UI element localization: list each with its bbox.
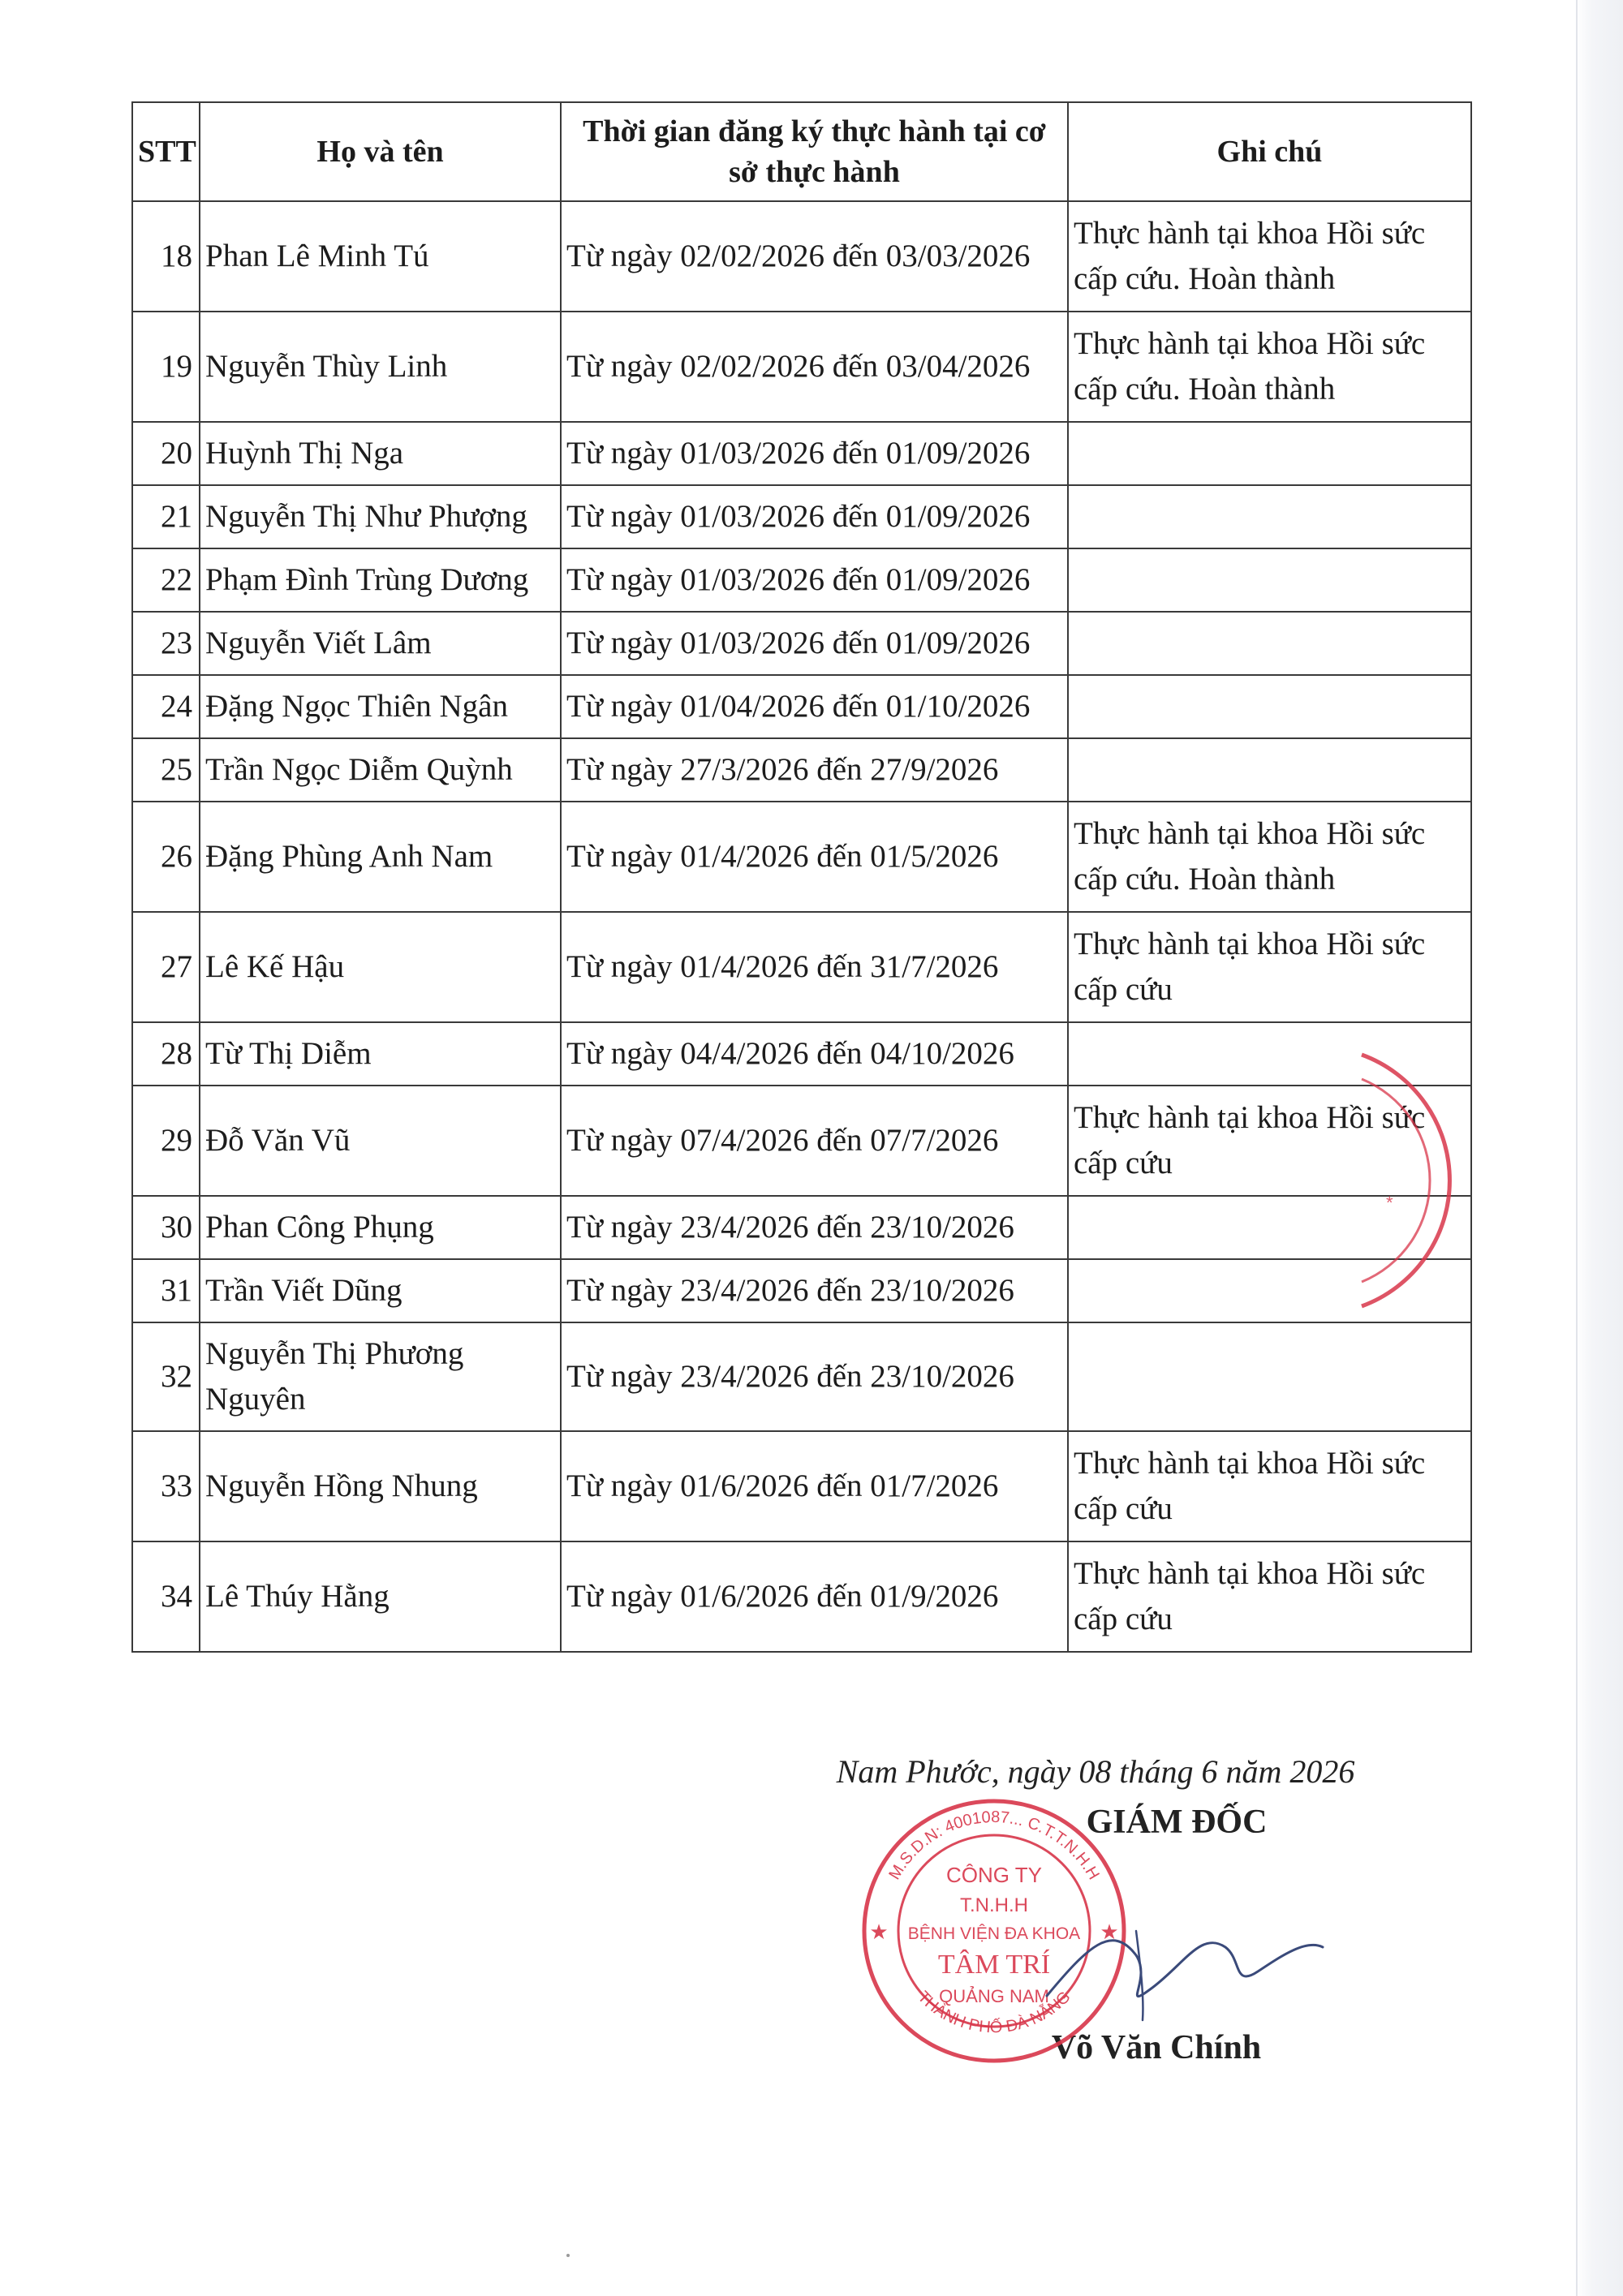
table-row bbox=[132, 802, 1471, 912]
seal-line-4: TÂM TRÍ bbox=[937, 1950, 1051, 1980]
cell-stt: 25 bbox=[132, 738, 200, 802]
cell-stt: 30 bbox=[132, 1196, 200, 1259]
cell-name: Trần Viết Dũng bbox=[200, 1259, 561, 1322]
cell-stt: 22 bbox=[132, 548, 200, 612]
cell-name: Trần Ngọc Diễm Quỳnh bbox=[200, 738, 561, 802]
table-row bbox=[132, 1431, 1471, 1541]
cell-period: Từ ngày 01/6/2026 đến 01/7/2026 bbox=[561, 1431, 1068, 1541]
cell-period: Từ ngày 23/4/2026 đến 23/10/2026 bbox=[561, 1259, 1068, 1322]
seal-line-1: CÔNG TY bbox=[946, 1863, 1042, 1887]
cell-period: Từ ngày 01/03/2026 đến 01/09/2026 bbox=[561, 422, 1068, 485]
partial-seal-stamp bbox=[1354, 1047, 1492, 1314]
cell-note bbox=[1068, 422, 1471, 485]
seal-ring-text: M.S.D.N: 4001087... C.T.T.N.H.H bbox=[885, 1808, 1103, 1883]
header-name: Họ và tên bbox=[200, 102, 561, 201]
table-row bbox=[132, 675, 1471, 738]
cell-name: Nguyễn Viết Lâm bbox=[200, 612, 561, 675]
table-row bbox=[132, 738, 1471, 802]
cell-name: Nguyễn Thùy Linh bbox=[200, 312, 561, 422]
cell-note bbox=[1068, 1322, 1471, 1431]
cell-period: Từ ngày 01/4/2026 đến 31/7/2026 bbox=[561, 912, 1068, 1022]
cell-note: Thực hành tại khoa Hồi sức cấp cứu bbox=[1068, 912, 1471, 1022]
signer-name: Võ Văn Chính bbox=[1051, 2029, 1262, 2066]
table-row bbox=[132, 312, 1471, 422]
cell-note bbox=[1068, 738, 1471, 802]
cell-period: Từ ngày 01/6/2026 đến 01/9/2026 bbox=[561, 1541, 1068, 1652]
cell-period: Từ ngày 01/03/2026 đến 01/09/2026 bbox=[561, 612, 1068, 675]
signer-title: GIÁM ĐỐC bbox=[1086, 1804, 1268, 1841]
cell-stt: 31 bbox=[132, 1259, 200, 1322]
cell-name: Đặng Ngọc Thiên Ngân bbox=[200, 675, 561, 738]
cell-period: Từ ngày 01/03/2026 đến 01/09/2026 bbox=[561, 548, 1068, 612]
scan-edge-line bbox=[1576, 0, 1578, 2296]
cell-name: Đỗ Văn Vũ bbox=[200, 1086, 561, 1196]
cell-note bbox=[1068, 675, 1471, 738]
svg-text:★: ★ bbox=[869, 1920, 889, 1945]
cell-period: Từ ngày 01/04/2026 đến 01/10/2026 bbox=[561, 675, 1068, 738]
table-row bbox=[132, 548, 1471, 612]
cell-name: Phan Lê Minh Tú bbox=[200, 201, 561, 312]
table-body bbox=[132, 201, 1471, 1652]
cell-name: Lê Thúy Hằng bbox=[200, 1541, 561, 1652]
cell-period: Từ ngày 27/3/2026 đến 27/9/2026 bbox=[561, 738, 1068, 802]
cell-period: Từ ngày 23/4/2026 đến 23/10/2026 bbox=[561, 1322, 1068, 1431]
cell-note bbox=[1068, 612, 1471, 675]
scan-speck bbox=[566, 2254, 570, 2257]
cell-period: Từ ngày 02/02/2026 đến 03/04/2026 bbox=[561, 312, 1068, 422]
table-row bbox=[132, 422, 1471, 485]
cell-stt: 26 bbox=[132, 802, 200, 912]
cell-name: Lê Kế Hậu bbox=[200, 912, 561, 1022]
cell-name: Huỳnh Thị Nga bbox=[200, 422, 561, 485]
cell-stt: 21 bbox=[132, 485, 200, 548]
practice-registration-table bbox=[131, 101, 1472, 1653]
handwritten-signature bbox=[1039, 1898, 1331, 2028]
table-row bbox=[132, 912, 1471, 1022]
cell-note: Thực hành tại khoa Hồi sức cấp cứu. Hoàn thành bbox=[1068, 201, 1471, 312]
cell-stt: 19 bbox=[132, 312, 200, 422]
seal-line-5: QUẢNG NAM bbox=[939, 1986, 1049, 2006]
cell-period: Từ ngày 23/4/2026 đến 23/10/2026 bbox=[561, 1196, 1068, 1259]
cell-name: Nguyễn Thị Như Phượng bbox=[200, 485, 561, 548]
table-row bbox=[132, 485, 1471, 548]
cell-stt: 18 bbox=[132, 201, 200, 312]
cell-stt: 32 bbox=[132, 1322, 200, 1431]
cell-note bbox=[1068, 485, 1471, 548]
cell-name: Phan Công Phụng bbox=[200, 1196, 561, 1259]
cell-name: Nguyễn Thị Phương Nguyên bbox=[200, 1322, 561, 1431]
cell-period: Từ ngày 02/02/2026 đến 03/03/2026 bbox=[561, 201, 1068, 312]
header-note: Ghi chú bbox=[1068, 102, 1471, 201]
cell-period: Từ ngày 01/03/2026 đến 01/09/2026 bbox=[561, 485, 1068, 548]
cell-stt: 27 bbox=[132, 912, 200, 1022]
cell-period: Từ ngày 01/4/2026 đến 01/5/2026 bbox=[561, 802, 1068, 912]
table-row bbox=[132, 1259, 1471, 1322]
cell-name: Nguyễn Hồng Nhung bbox=[200, 1431, 561, 1541]
svg-text:*: * bbox=[1386, 1193, 1393, 1213]
table-row bbox=[132, 1541, 1471, 1652]
table-row bbox=[132, 1022, 1471, 1086]
table-header-row bbox=[132, 102, 1471, 201]
cell-stt: 24 bbox=[132, 675, 200, 738]
cell-stt: 23 bbox=[132, 612, 200, 675]
cell-name: Phạm Đình Trùng Dương bbox=[200, 548, 561, 612]
header-stt: STT bbox=[132, 102, 200, 201]
cell-period: Từ ngày 04/4/2026 đến 04/10/2026 bbox=[561, 1022, 1068, 1086]
table-row bbox=[132, 1322, 1471, 1431]
cell-stt: 34 bbox=[132, 1541, 200, 1652]
cell-stt: 29 bbox=[132, 1086, 200, 1196]
cell-note: Thực hành tại khoa Hồi sức cấp cứu bbox=[1068, 1541, 1471, 1652]
cell-note: Thực hành tại khoa Hồi sức cấp cứu bbox=[1068, 1086, 1471, 1196]
header-period: Thời gian đăng ký thực hành tại cơ sở thực hành bbox=[561, 102, 1068, 201]
cell-stt: 33 bbox=[132, 1431, 200, 1541]
cell-note: Thực hành tại khoa Hồi sức cấp cứu bbox=[1068, 1431, 1471, 1541]
table-row bbox=[132, 1196, 1471, 1259]
scan-edge bbox=[1576, 0, 1623, 2296]
signing-date-line: Nam Phước, ngày 08 tháng 6 năm 2026 bbox=[836, 1753, 1355, 1790]
seal-line-2: T.N.H.H bbox=[960, 1894, 1028, 1916]
cell-stt: 28 bbox=[132, 1022, 200, 1086]
svg-text:★: ★ bbox=[1100, 1920, 1119, 1945]
table-row bbox=[132, 1086, 1471, 1196]
table-row bbox=[132, 201, 1471, 312]
cell-name: Từ Thị Diễm bbox=[200, 1022, 561, 1086]
seal-bottom-text: THÀNH PHỐ ĐÀ NẴNG bbox=[914, 1988, 1074, 2037]
cell-period: Từ ngày 07/4/2026 đến 07/7/2026 bbox=[561, 1086, 1068, 1196]
cell-note bbox=[1068, 548, 1471, 612]
table-row bbox=[132, 612, 1471, 675]
cell-name: Đặng Phùng Anh Nam bbox=[200, 802, 561, 912]
cell-note: Thực hành tại khoa Hồi sức cấp cứu. Hoàn thành bbox=[1068, 802, 1471, 912]
seal-line-3: BỆNH VIỆN ĐA KHOA bbox=[907, 1924, 1081, 1943]
cell-stt: 20 bbox=[132, 422, 200, 485]
cell-note: Thực hành tại khoa Hồi sức cấp cứu. Hoàn thành bbox=[1068, 312, 1471, 422]
